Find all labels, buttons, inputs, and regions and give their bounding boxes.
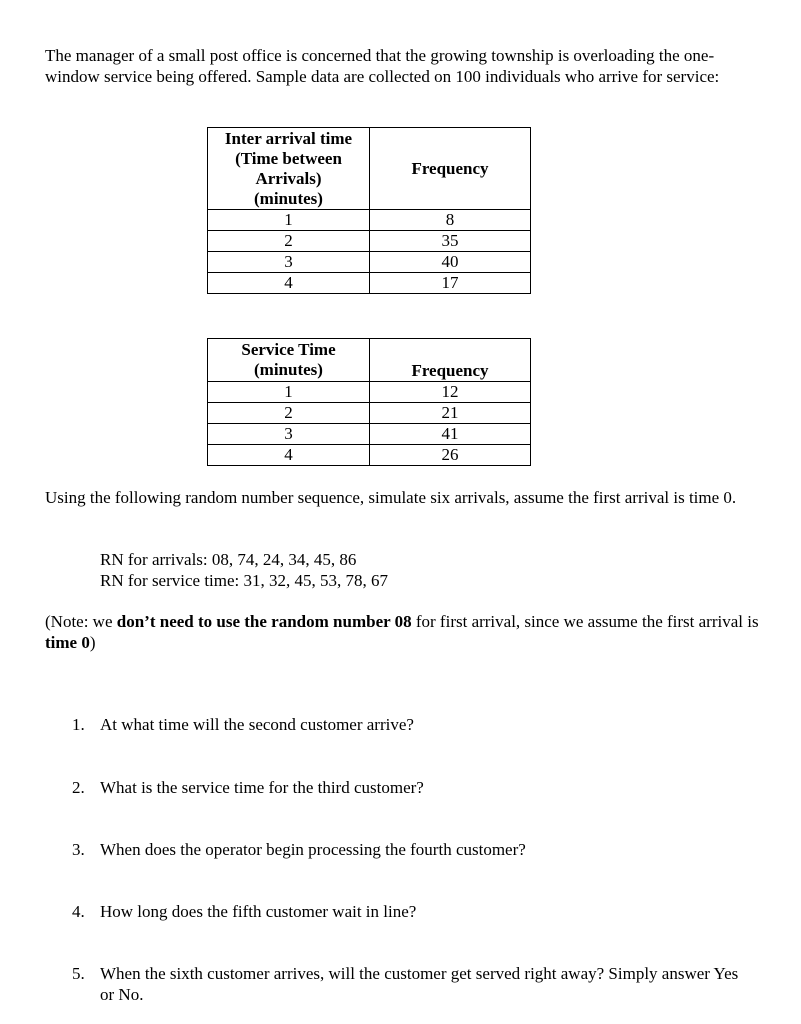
question-number: 5. [72, 964, 85, 983]
question-5 [72, 963, 762, 1005]
time-cell: 2 [208, 231, 370, 252]
frequency-cell: 12 [370, 382, 531, 403]
interarrival-frequency-table [207, 127, 531, 294]
frequency-cell: 26 [370, 445, 531, 466]
intro-paragraph: The manager of a small post office is concerned that the growing township is overloading the one-window service being offered. Sample data are collected on 100 individuals who arrive for service: [45, 46, 720, 86]
random-number-block [100, 549, 388, 591]
table-row [208, 231, 531, 252]
question-text: At what time will the second customer arrive? [100, 715, 414, 734]
service-time-header [208, 339, 370, 382]
question-number: 4. [72, 902, 85, 921]
time-cell: 4 [208, 273, 370, 294]
service-time-frequency-table [207, 338, 531, 466]
question-2 [72, 777, 762, 798]
time-cell: 3 [208, 252, 370, 273]
simulation-instruction: Using the following random number sequence, simulate six arrivals, assume the first arrival is time 0. [45, 488, 737, 507]
table-row [208, 273, 531, 294]
table-row [208, 424, 531, 445]
header-line: Service Time [241, 340, 336, 359]
header-line: (minutes) [254, 188, 323, 208]
question-number: 2. [72, 778, 85, 797]
time-cell: 1 [208, 210, 370, 231]
question-3 [72, 839, 762, 860]
header-line: Arrivals) [255, 168, 322, 188]
note-open: (Note: we [45, 612, 117, 631]
note-bold-time-zero: time 0 [45, 633, 90, 652]
time-cell: 2 [208, 403, 370, 424]
frequency-header: Frequency [370, 339, 531, 382]
question-text: When does the operator begin processing the fourth customer? [100, 840, 526, 859]
rn-service-time: RN for service time: 31, 32, 45, 53, 78, 67 [100, 571, 389, 590]
question-4 [72, 901, 762, 922]
rn-arrivals: RN for arrivals: 08, 74, 24, 34, 45, 86 [100, 550, 357, 569]
note-bold-random-number: don’t need to use the random number 08 [116, 612, 412, 631]
time-cell: 4 [208, 445, 370, 466]
frequency-cell: 41 [370, 424, 531, 445]
question-number: 1. [72, 715, 85, 734]
header-line: (Time between [235, 148, 342, 168]
header-line: Inter arrival time [224, 128, 353, 148]
time-cell: 1 [208, 382, 370, 403]
frequency-header: Frequency [370, 128, 531, 210]
frequency-cell: 21 [370, 403, 531, 424]
interarrival-time-header [208, 128, 370, 210]
frequency-cell: 17 [370, 273, 531, 294]
time-cell: 3 [208, 424, 370, 445]
question-text: What is the service time for the third customer? [100, 778, 424, 797]
frequency-cell: 40 [370, 252, 531, 273]
question-text: How long does the fifth customer wait in line? [100, 902, 417, 921]
question-1 [72, 714, 762, 735]
table-row [208, 445, 531, 466]
table-row [208, 210, 531, 231]
table-row [208, 382, 531, 403]
header-line: (minutes) [254, 360, 323, 379]
table-header-row [208, 128, 531, 210]
table-row [208, 252, 531, 273]
frequency-cell: 35 [370, 231, 531, 252]
frequency-cell: 8 [370, 210, 531, 231]
note-close: ) [89, 633, 96, 652]
note-middle: for first arrival, since we assume the first arrival is [411, 612, 759, 631]
question-number: 3. [72, 840, 85, 859]
table-header-row [208, 339, 531, 382]
note-paragraph [45, 611, 765, 653]
table-row [208, 403, 531, 424]
question-text: When the sixth customer arrives, will the customer get served right away? Simply answer Yes or No. [100, 964, 739, 1004]
